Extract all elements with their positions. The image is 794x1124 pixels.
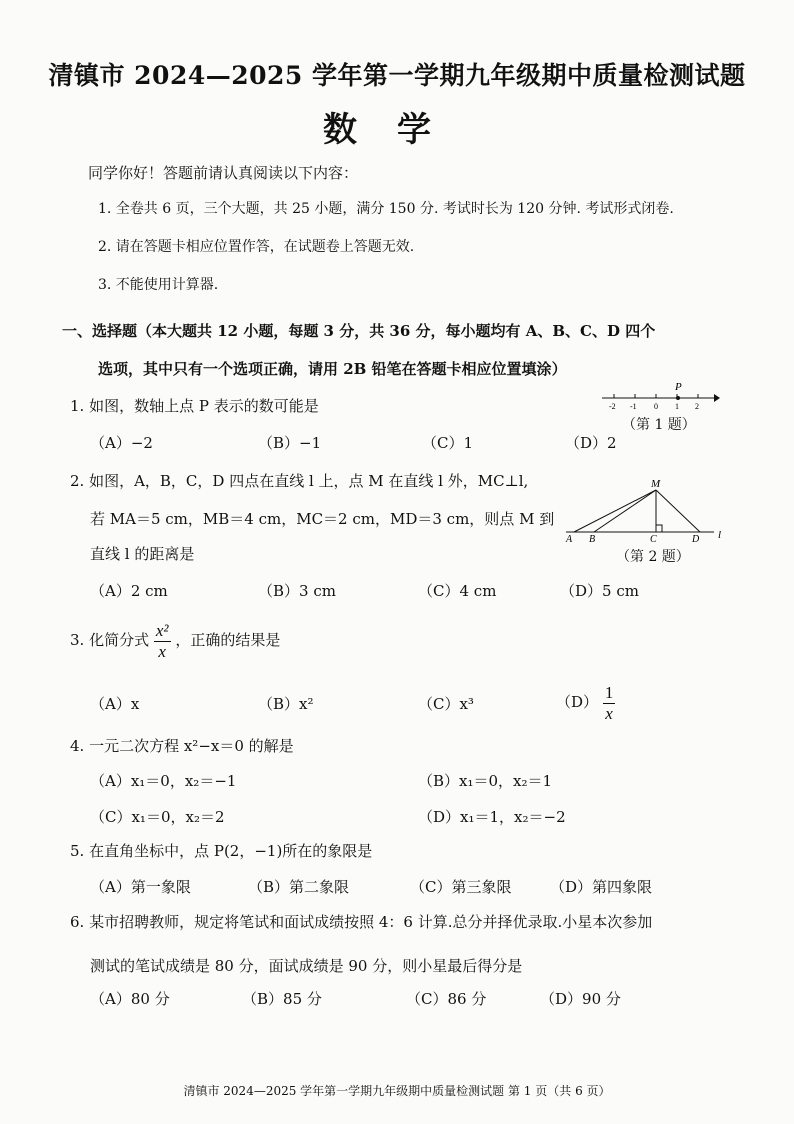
instructions-greeting: 同学你好！答题前请认真阅读以下内容： (88, 164, 359, 182)
q2-figure-caption: （第 2 题） (616, 549, 690, 565)
exam-title: 清镇市 2024—2025 学年第一学期九年级期中质量检测试题 (48, 61, 746, 90)
q5-option-a: （A）第一象限 (90, 878, 191, 896)
q2-option-c: （C）4 cm (418, 582, 497, 600)
q3-fraction (154, 621, 171, 662)
q3-option-d-label: （D） (556, 693, 599, 711)
q6-option-d: （D）90 分 (540, 990, 621, 1008)
q2-stem-line1: 2. 如图，A，B，C，D 四点在直线 l 上，点 M 在直线 l 外，MC⊥l, (70, 472, 529, 490)
q1-point-p-marker (676, 396, 680, 400)
instruction-item-3: 3. 不能使用计算器. (98, 277, 219, 293)
q4-option-a: （A）x₁＝0，x₂＝−1 (90, 772, 237, 790)
q2-label-m: M (651, 478, 661, 490)
q5-stem: 5. 在直角坐标中，点 P(2，−1)所在的象限是 (70, 842, 373, 860)
q3-stem (70, 620, 280, 662)
q1-tick-label: 1 (675, 402, 679, 411)
q1-figure-caption: （第 1 题） (622, 417, 696, 433)
subject-title: 数学 (323, 110, 471, 150)
q2-option-b: （B）3 cm (258, 582, 336, 600)
q1-number-line-figure (598, 378, 722, 414)
q6-option-c: （C）86 分 (406, 990, 487, 1008)
q4-option-b: （B）x₁＝0，x₂＝1 (418, 772, 553, 790)
q6-stem-line1: 6. 某市招聘教师，规定将笔试和面试成绩按照 4：6 计算.总分并择优录取.小星本次参加 (70, 913, 653, 931)
page-footer: 清镇市 2024—2025 学年第一学期九年级期中质量检测试题 第 1 页（共 6 页） (183, 1084, 611, 1098)
q5-option-d: （D）第四象限 (550, 878, 653, 896)
q3-option-b: （B）x² (258, 695, 314, 713)
q2-label-l: l (718, 529, 722, 541)
instruction-item-1: 1. 全卷共 6 页，三个大题，共 25 小题，满分 150 分. 考试时长为 120 分钟. 考试形式闭卷. (98, 201, 674, 217)
q3-stem-prefix: 3. 化简分式 (70, 631, 150, 649)
q6-stem-line2: 测试的笔试成绩是 80 分，面试成绩是 90 分，则小星最后得分是 (90, 957, 523, 975)
q3-stem-suffix: ，正确的结果是 (175, 631, 281, 649)
q1-option-b: （B）−1 (258, 434, 322, 452)
q3-option-d (556, 682, 615, 724)
q1-option-c: （C）1 (422, 434, 474, 452)
q1-option-a: （A）−2 (90, 434, 153, 452)
q2-option-d: （D）5 cm (560, 582, 639, 600)
q2-stem-line3: 直线 l 的距离是 (90, 545, 195, 563)
q3-option-c: （C）x³ (418, 695, 474, 713)
section-heading-line1: 一、选择题（本大题共 12 小题，每题 3 分，共 36 分，每小题均有 A、B、C、D 四个 (62, 322, 656, 340)
q3-option-d-fraction (603, 683, 616, 724)
q4-option-c: （C）x₁＝0，x₂＝2 (90, 808, 225, 826)
q2-label-c: C (650, 534, 657, 545)
section-heading-line2: 选项，其中只有一个选项正确，请用 2B 铅笔在答题卡相应位置填涂） (98, 360, 567, 378)
q1-stem: 1. 如图，数轴上点 P 表示的数可能是 (70, 397, 319, 415)
q2-label-a: A (566, 534, 573, 545)
q1-tick-label: -1 (630, 402, 637, 411)
q3-fraction-numerator: x² (155, 620, 169, 640)
q1-tick-label: -2 (609, 402, 616, 411)
q2-option-a: （A）2 cm (90, 582, 168, 600)
q1-option-d: （D）2 (565, 434, 617, 452)
q2-geometry-figure (562, 476, 732, 546)
q5-option-b: （B）第二象限 (248, 878, 350, 896)
q6-option-a: （A）80 分 (90, 990, 170, 1008)
q3-option-a: （A）x (90, 695, 140, 713)
q4-stem: 4. 一元二次方程 x²−x＝0 的解是 (70, 737, 294, 755)
q2-label-b: B (589, 534, 596, 545)
q3-option-d-numerator: 1 (604, 682, 614, 702)
q2-label-d: D (692, 534, 700, 545)
q1-tick-label: 2 (695, 402, 699, 411)
q4-option-d: （D）x₁＝1，x₂＝−2 (418, 808, 566, 826)
q3-option-d-denominator: x (605, 703, 613, 723)
q1-tick-label: 0 (654, 402, 658, 411)
instruction-item-2: 2. 请在答题卡相应位置作答，在试题卷上答题无效. (98, 239, 415, 255)
q5-option-c: （C）第三象限 (410, 878, 512, 896)
q1-point-label: P (675, 381, 682, 393)
q2-stem-line2: 若 MA＝5 cm，MB＝4 cm，MC＝2 cm，MD＝3 cm，则点 M 到 (90, 510, 555, 528)
q3-fraction-denominator: x (158, 641, 166, 661)
q6-option-b: （B）85 分 (242, 990, 322, 1008)
